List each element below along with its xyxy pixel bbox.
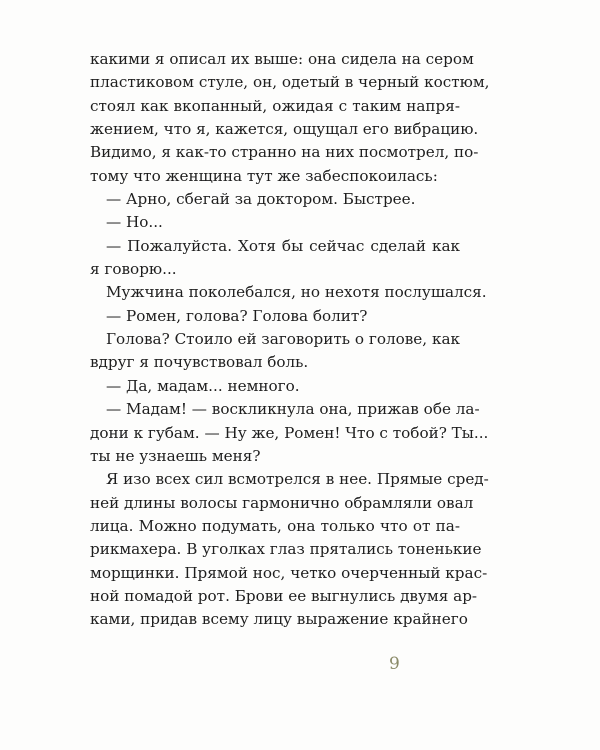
text-line: Я изо всех сил всмотрелся в нее. Прямые сред- — [106, 470, 489, 489]
text-line: Голова? Стоило ей заговорить о голове, как — [106, 330, 460, 349]
text-line: какими я описал их выше: она сидела на сером — [90, 50, 474, 68]
text-line: рикмахера. В уголках глаз прятались тоненькие — [90, 540, 482, 559]
text-line: вдруг я почувствовал боль. — [90, 353, 309, 372]
page-number: 9 — [389, 654, 400, 674]
text-line: ты не узнаешь меня? — [90, 446, 261, 465]
text-line: — Ромен, голова? Голова болит? — [106, 306, 368, 325]
text-line: ней длины волосы гармонично обрамляли овал — [90, 493, 474, 512]
text-line: — Но... — [106, 213, 163, 232]
text-line: Видимо, я как-то странно на них посмотрел, по- — [90, 143, 479, 162]
text-line: — Да, мадам... немного. — [106, 376, 300, 395]
text-line: — Арно, сбегай за доктором. Быстрее. — [106, 190, 416, 209]
text-line: морщинки. Прямой нос, четко очерченный крас- — [90, 563, 488, 582]
text-line: ной помадой рот. Брови ее выгнулись двумя ар- — [90, 586, 478, 605]
text-line: дони к губам. — Ну же, Ромен! Что с тобой? Ты... — [90, 423, 489, 442]
text-line: Мужчина поколебался, но нехотя послушался. — [106, 283, 487, 302]
text-line: ками, придав всему лицу выражение крайнего — [90, 610, 468, 629]
text-line: пластиковом стуле, он, одетый в черный костюм, — [90, 73, 490, 92]
text-line: стоял как вкопанный, ожидая с таким напря- — [90, 96, 460, 115]
text-line: жением, что я, кажется, ощущал его вибрацию. — [90, 120, 479, 139]
text-line: — Пожалуйста. Хотя бы сейчас сделай как — [106, 236, 460, 255]
text-line: тому что женщина тут же забеспокоилась: — [90, 166, 438, 185]
text-line: — Мадам! — воскликнула она, прижав обе ла- — [106, 400, 480, 419]
text-line: я говорю... — [90, 260, 177, 279]
text-line: лица. Можно подумать, она только что от па- — [90, 516, 460, 535]
body-text — [90, 48, 490, 632]
